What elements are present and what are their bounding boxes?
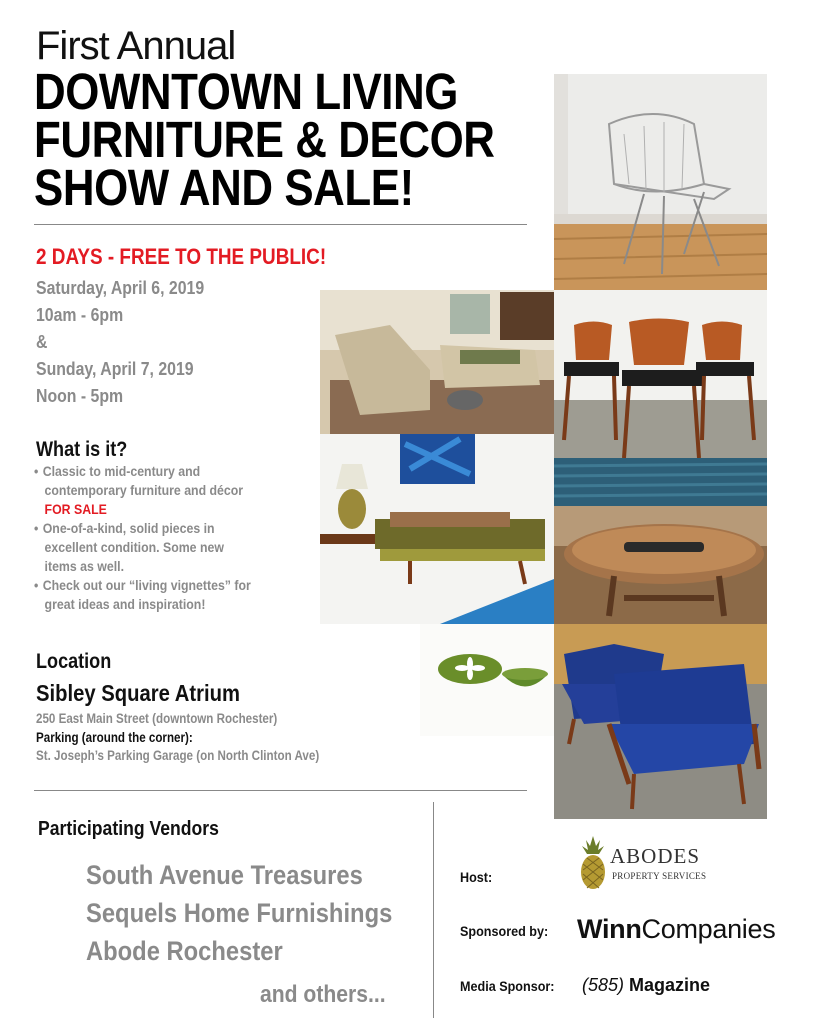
list-item: • One-of-a-kind, solid pieces in excellent condition. Some new items as well. [34,519,254,576]
schedule-line: Saturday, April 6, 2019 [36,278,205,298]
winn-logo [577,914,775,945]
schedule-line: & [36,332,48,352]
rug-photo [554,458,767,506]
sponsor-rest: Companies [641,914,776,944]
address: 250 East Main Street (downtown Rochester) [36,711,278,726]
divider [34,790,527,791]
main-title [34,63,541,216]
vendor-list [86,856,392,970]
divider [34,224,527,225]
location-heading: Location [36,650,112,673]
vertical-divider [433,802,434,1018]
parking-detail: St. Joseph’s Parking Garage (on North Clinton Ave) [36,748,320,763]
sofa-photo [320,434,554,624]
pineapple-icon [578,834,608,892]
free-banner: 2 DAYS - FREE TO THE PUBLIC! [36,244,327,269]
dining-chairs-photo [554,290,767,458]
vendor-item: Sequels Home Furnishings [86,898,393,928]
wire-chair-photo [554,74,767,290]
magazine-prefix: (585) [582,975,625,995]
host-subtitle: PROPERTY SERVICES [612,871,707,881]
vendors-heading: Participating Vendors [38,818,219,840]
armchairs-photo [554,624,767,819]
venue-name: Sibley Square Atrium [36,680,240,706]
for-sale-highlight: FOR SALE [44,501,107,517]
vendor-item: Abode Rochester [86,936,283,966]
what-heading: What is it? [36,438,128,461]
location-details [36,710,319,766]
media-label: Media Sponsor: [460,978,555,994]
title-line: FURNITURE & DECOR [34,111,495,168]
sponsor-bold: Winn [577,914,642,944]
bowls-photo [420,624,554,736]
bullet-text: Classic to mid-century and contemporary furniture and décor [42,463,244,498]
magazine-name: Magazine [629,975,711,995]
parking-label: Parking (around the corner): [36,729,193,745]
schedule-line: Sunday, April 7, 2019 [36,359,194,379]
title-line: SHOW AND SALE! [34,159,414,216]
list-item [34,462,254,519]
schedule [36,275,204,410]
list-item: • Check out our “living vignettes” for great ideas and inspiration! [34,576,254,614]
coffee-table-photo [554,506,767,624]
abodes-logo [578,834,718,892]
host-name: ABODES [610,844,701,868]
eyebrow-title: First Annual [36,24,236,68]
living-room-photo [320,290,554,434]
feature-list [34,462,254,614]
host-label: Host: [460,869,493,885]
title-line: DOWNTOWN LIVING [34,63,458,120]
sponsored-label: Sponsored by: [460,923,549,939]
vendor-item: South Avenue Treasures [86,860,363,890]
schedule-line: 10am - 6pm [36,305,124,325]
magazine-logo [582,975,710,996]
schedule-line: Noon - 5pm [36,386,124,406]
vendors-more: and others... [260,981,386,1008]
